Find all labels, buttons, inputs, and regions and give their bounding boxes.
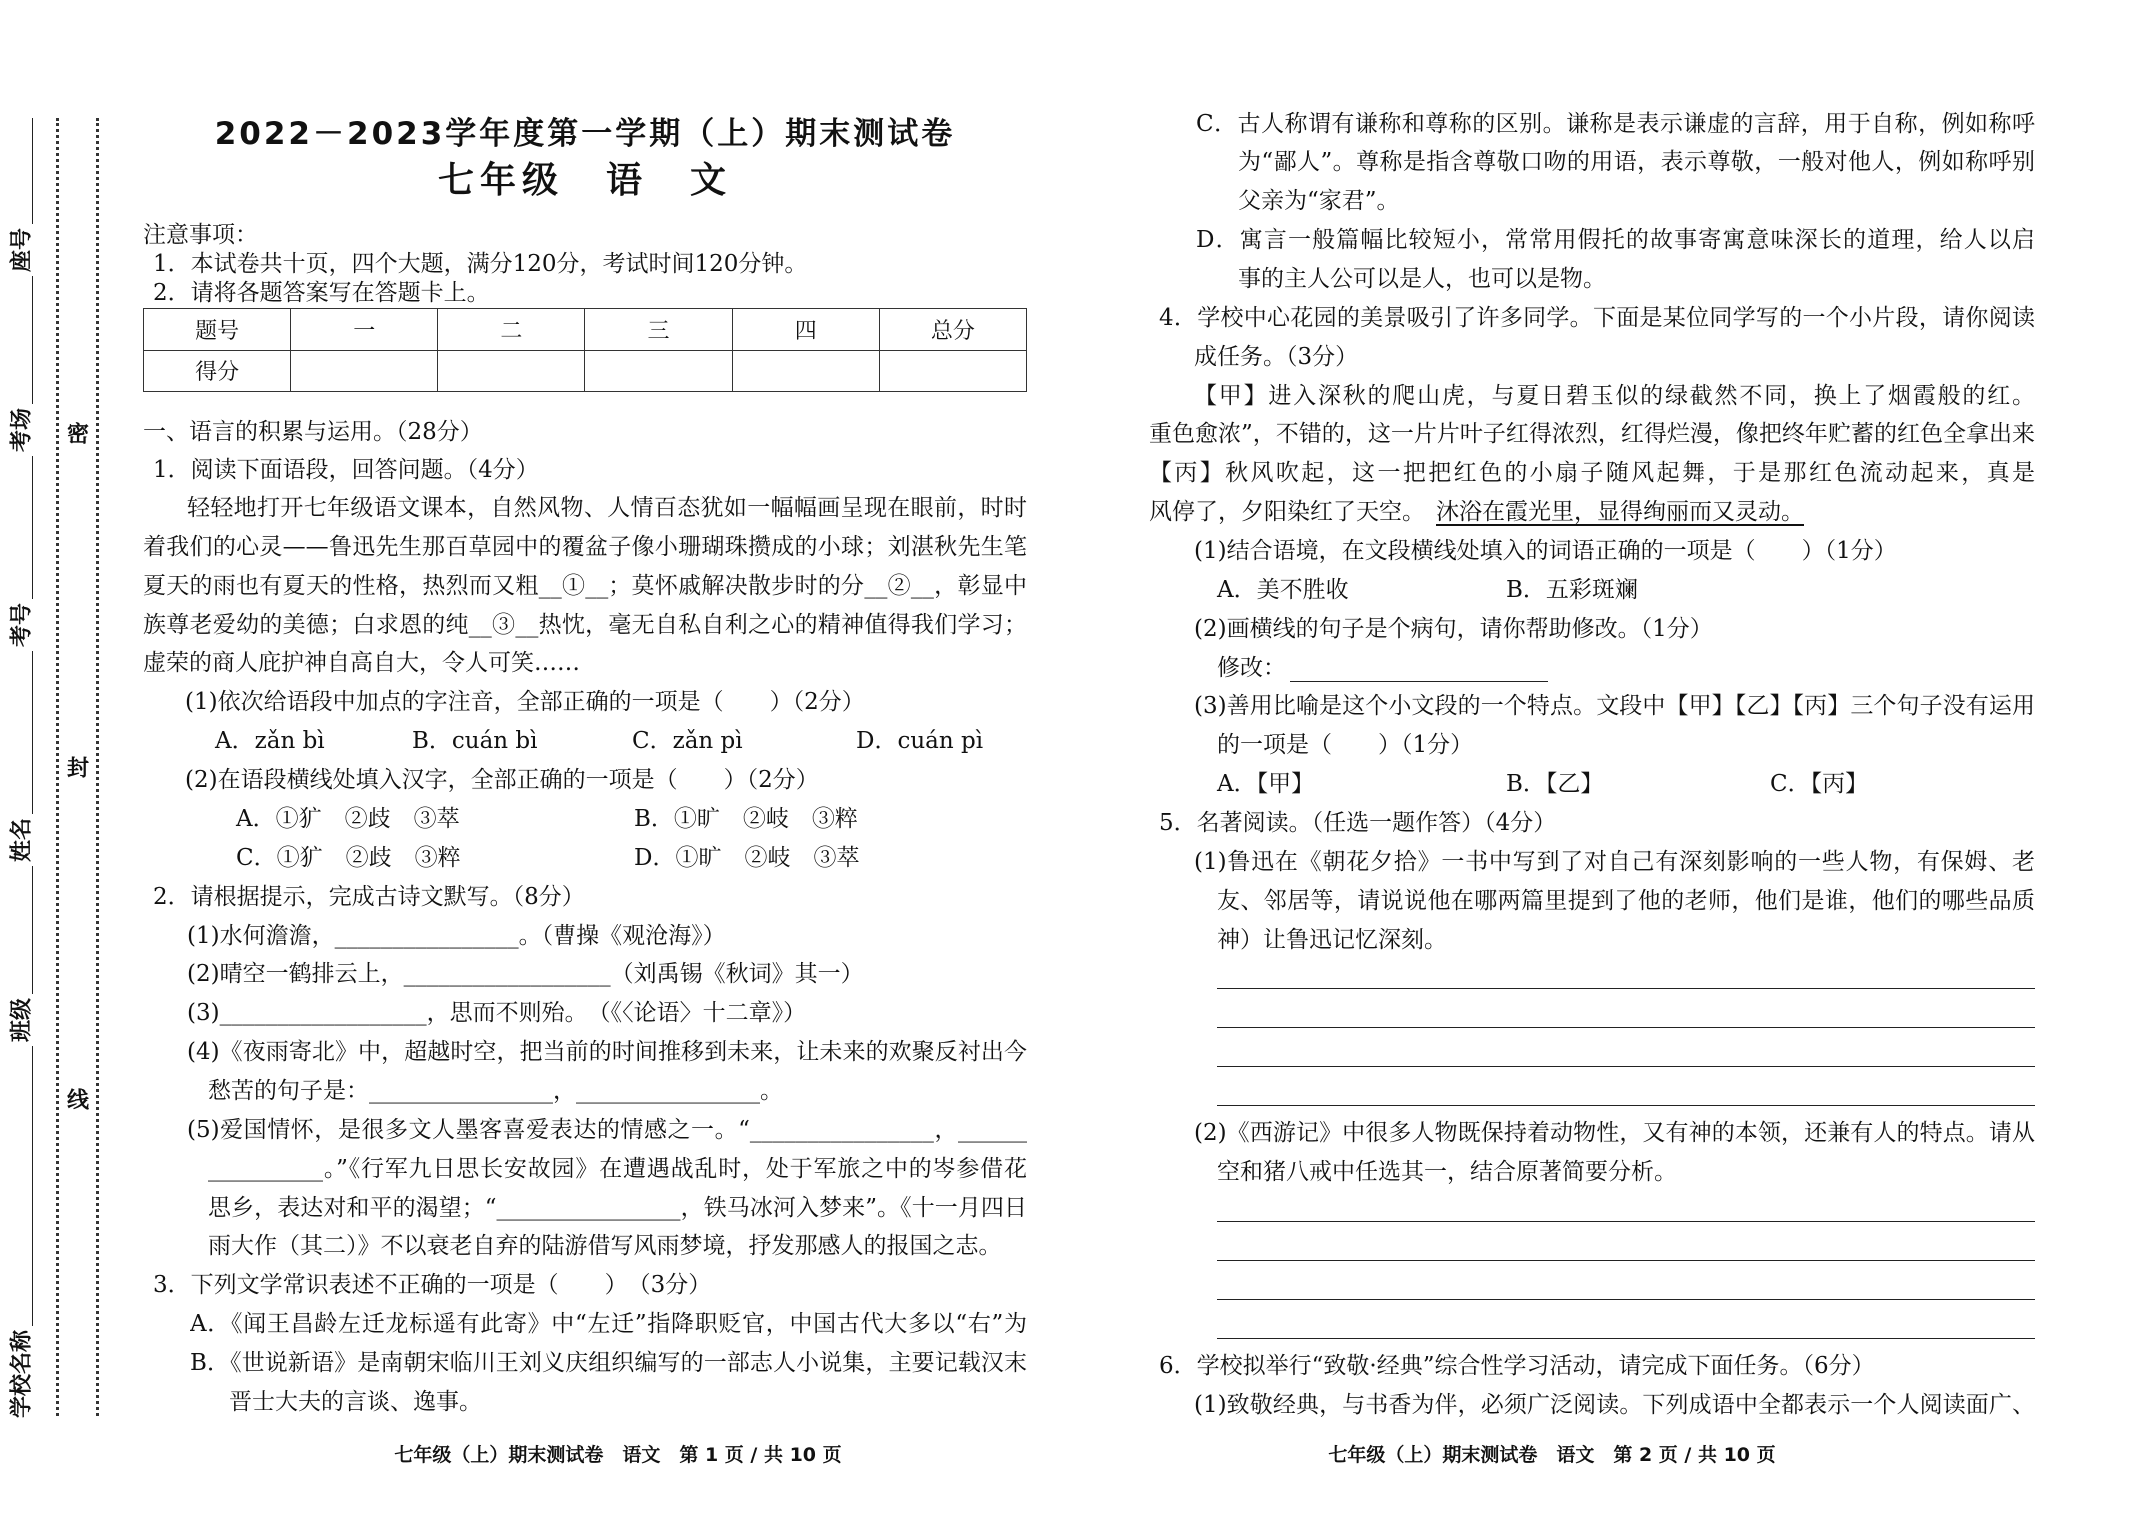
text-line: 修改： [1217, 655, 1286, 681]
table-header-cell: 一 [291, 309, 438, 351]
revision-answer-line[interactable] [1290, 681, 1548, 682]
text-line: C．【丙】 [1770, 771, 1869, 797]
answer-line[interactable] [1217, 1260, 2035, 1261]
answer-line[interactable] [1217, 1338, 2035, 1339]
text-line: B．【乙】 [1506, 771, 1604, 797]
text-line: (2)《西游记》中很多人物既保持着动物性，又有神的本领，还兼有人的特点。请从 [1194, 1120, 2035, 1146]
text-line: 的一项是（ ）（1分） [1217, 732, 1474, 758]
class-label: 班级 [0, 994, 42, 1046]
table-header-cell: 总分 [879, 309, 1026, 351]
answer-line[interactable] [1217, 1221, 2035, 1222]
answer-line[interactable] [1217, 1066, 2035, 1067]
answer-line[interactable] [1217, 1299, 2035, 1300]
text-line: B．五彩斑斓 [1506, 577, 1638, 603]
seal-mark: 线 [65, 1080, 91, 1119]
score-cell [291, 350, 438, 392]
text-line: (1)致敬经典，与书香为伴，必须广泛阅读。下列成语中全都表示一个人阅读面广、 [1194, 1392, 2035, 1418]
text-line: 神）让鲁迅记忆深刻。 [1217, 927, 1447, 953]
text-line: 3．下列文学常识表述不正确的一项是（ ） （3分） [153, 1272, 712, 1298]
text-line: C．古人称谓有谦称和尊称的区别。谦称是表示谦虚的言辞，用于自称，例如称呼 [1196, 111, 2035, 137]
score-table-header-row [144, 309, 1027, 351]
binding-dotted-line [96, 118, 99, 1416]
school-name-label: 学校名称 [0, 1326, 42, 1422]
text-line: 风停了，夕阳染红了天空。 [1149, 499, 1425, 525]
score-cell [732, 350, 879, 392]
answer-line[interactable] [1217, 988, 2035, 989]
row-label-cell: 得分 [144, 350, 291, 392]
binding-strip-line [32, 118, 33, 1416]
text-line: 1．本试卷共十页，四个大题，满分120分，考试时间120分钟。 [153, 251, 808, 277]
text-line: 4．学校中心花园的美景吸引了许多同学。下面是某位同学写的一个小片段，请你阅读 [1159, 305, 2035, 331]
text-line: B．cuán bì [412, 728, 538, 754]
binding-dotted-line [56, 118, 59, 1416]
text-line: __________。”《行军九日思长安故园》在遭遇战乱时，处于军旅之中的岑参借花 [208, 1156, 1027, 1182]
seal-mark: 密 [65, 414, 91, 453]
text-line: (2)在语段横线处填入汉字，全部正确的一项是（ ）（2分） [185, 767, 819, 793]
text-line: 1．阅读下面语段，回答问题。（4分） [153, 457, 539, 483]
score-cell [585, 350, 732, 392]
underlined-sentence: 沐浴在霞光里，显得绚丽而又灵动。 [1436, 499, 1804, 525]
text-line: 【丙】秋风吹起，这一把把红色的小扇子随风起舞，于是那红色流动起来，真是 [1149, 460, 2035, 486]
answer-line[interactable] [1217, 1027, 2035, 1028]
text-line: (1)依次给语段中加点的字注音，全部正确的一项是（ ）（2分） [185, 689, 865, 715]
text-line: 愁苦的句子是：________________，________________。 [208, 1078, 783, 1104]
text-line: D．寓言一般篇幅比较短小，常常用假托的故事寄寓意味深长的道理，给人以启 [1196, 227, 2035, 253]
text-line: 友、邻居等，请说说他在哪两篇里提到了他的老师，他们是谁，他们的哪些品质 [1217, 888, 2035, 914]
text-line: B．①旷 ②岐 ③粹 [634, 806, 858, 832]
text-line: A．zǎn bì [215, 728, 325, 754]
text-line: 夏天的雨也有夏天的性格，热烈而又粗__①__；莫怀戚解决散步时的分__②__，彰显中 [143, 573, 1027, 599]
text-line: (3)善用比喻是这个小文段的一个特点。文段中【甲】【乙】【丙】三个句子没有运用 [1194, 693, 2035, 719]
exam-subtitle: 七年级 语 文 [437, 160, 732, 201]
score-cell [879, 350, 1026, 392]
text-line: C．①犷 ②歧 ③粹 [236, 845, 461, 871]
score-table [143, 308, 1027, 392]
text-line: 父亲为“家君”。 [1238, 188, 1400, 214]
text-line: 5．名著阅读。（任选一题作答）（4分） [1159, 810, 1557, 836]
text-line: 2．请根据提示，完成古诗文默写。（8分） [153, 884, 585, 910]
text-line: 2．请将各题答案写在答题卡上。 [153, 280, 490, 306]
text-line: 6．学校拟举行“致敬·经典”综合性学习活动，请完成下面任务。（6分） [1159, 1353, 1875, 1379]
answer-line[interactable] [1217, 1105, 2035, 1106]
exam-room-label: 考场 [0, 404, 42, 456]
text-line: A．【甲】 [1217, 771, 1315, 797]
text-line: 事的主人公可以是人，也可以是物。 [1238, 266, 1606, 292]
table-header-cell: 题号 [144, 309, 291, 351]
text-line: A．美不胜收 [1217, 577, 1349, 603]
text-line: (2)晴空一鹤排云上，__________________（刘禹锡《秋词》其一） [187, 961, 864, 987]
text-line: 虚荣的商人庇护神自高自大，令人可笑…… [143, 650, 580, 676]
exam-number-label: 考号 [0, 599, 42, 651]
text-line: 着我们的心灵——鲁迅先生那百草园中的覆盆子像小珊瑚珠攒成的小球；刘湛秋先生笔 [143, 534, 1027, 560]
text-line: 注意事项： [143, 222, 258, 248]
score-cell [438, 350, 585, 392]
text-line: 【甲】进入深秋的爬山虎，与夏日碧玉似的绿截然不同，换上了烟霞般的红。 [1194, 383, 2035, 409]
text-line: D．cuán pì [856, 728, 984, 754]
text-line: 空和猪八戒中任选其一，结合原著简要分析。 [1217, 1159, 1677, 1185]
text-line: 族尊老爱幼的美德；白求恩的纯__③__热忱，毫无自私自利之心的精神值得我们学习； [143, 612, 1027, 638]
text-line: (3)__________________，思而不则殆。 （《〈论语〉十二章》） [187, 1000, 807, 1026]
text-line: 为“鄙人”。尊称是指含尊敬口吻的用语，表示尊敬，一般对他人，例如称呼别 [1238, 149, 2035, 175]
text-line: (1)水何澹澹，________________。（曹操《观沧海》） [187, 923, 726, 949]
exam-title: 2022－2023学年度第一学期（上）期末测试卷 [214, 116, 956, 152]
text-line: (1)结合语境，在文段横线处填入的词语正确的一项是（ ）（1分） [1194, 538, 1897, 564]
text-line: (1)鲁迅在《朝花夕拾》一书中写到了对自己有深刻影响的一些人物，有保姆、老 [1194, 849, 2035, 875]
text-line: 一、语言的积累与运用。（28分） [143, 419, 483, 445]
seal-mark: 封 [65, 748, 91, 787]
text-line: 重色愈浓”，不错的，这一片片叶子红得浓烈，红得烂漫，像把终年贮蓄的红色全拿出来 [1149, 421, 2035, 447]
text-line: B．《世说新语》是南朝宋临川王刘义庆组织编写的一部志人小说集，主要记载汉末 [190, 1350, 1027, 1376]
text-line: A．①犷 ②歧 ③萃 [236, 806, 460, 832]
page-footer: 七年级（上）期末测试卷 语文 第 2 页 / 共 10 页 [1328, 1444, 1776, 1466]
seat-number-label: 座号 [0, 224, 42, 276]
table-header-cell: 三 [585, 309, 732, 351]
text-line: A．《闻王昌龄左迁龙标遥有此寄》中“左迁”指降职贬官，中国古代大多以“右”为 [190, 1311, 1027, 1337]
text-line: 成任务。（3分） [1194, 344, 1359, 370]
text-line: 思乡，表达对和平的渴望；“________________，铁马冰河入梦来”。《十一月四日 [208, 1195, 1027, 1221]
text-line: (2)画横线的句子是个病句，请你帮助修改。（1分） [1194, 616, 1713, 642]
text-line: 轻轻地打开七年级语文课本，自然风物、人情百态犹如一幅幅画呈现在眼前，时时 [187, 495, 1027, 521]
text-line: (5)爱国情怀，是很多文人墨客喜爱表达的情感之一。“________________，______ [187, 1117, 1027, 1143]
text-line: (4)《夜雨寄北》中，超越时空，把当前的时间推移到未来，让未来的欢聚反衬出今 [187, 1039, 1027, 1065]
score-table-row [144, 350, 1027, 392]
name-label: 姓名 [0, 814, 42, 866]
text-line: D．①旷 ②岐 ③萃 [634, 845, 860, 871]
page-footer: 七年级（上）期末测试卷 语文 第 1 页 / 共 10 页 [394, 1444, 842, 1466]
text-line: 晋士大夫的言谈、逸事。 [229, 1389, 482, 1415]
table-header-cell: 四 [732, 309, 879, 351]
text-line: C．zǎn pì [632, 728, 743, 754]
text-line: 雨大作（其二）》不以衰老自弃的陆游借写风雨梦境，抒发那感人的报国之志。 [208, 1233, 1002, 1259]
table-header-cell: 二 [438, 309, 585, 351]
